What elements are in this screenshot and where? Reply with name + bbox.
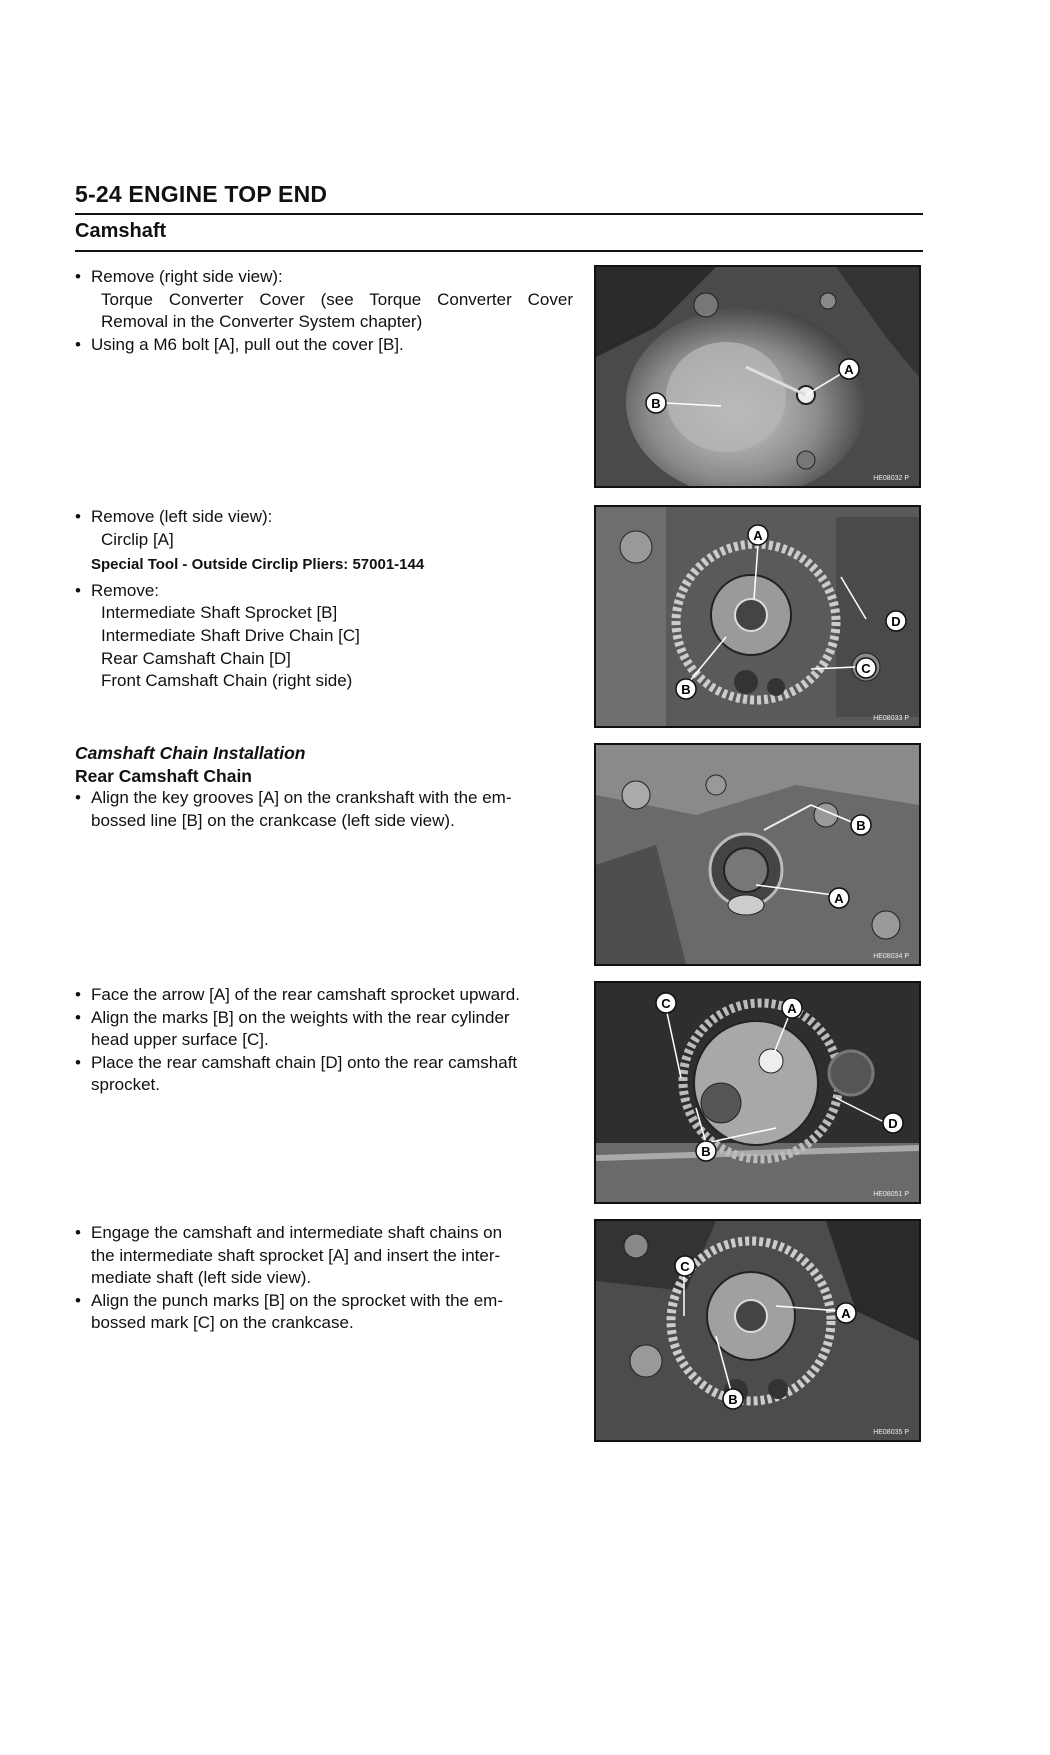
callout-label: D <box>888 1116 898 1131</box>
bullet-item: • Remove (right side view): <box>75 266 573 289</box>
bullet-item: • Place the rear camshaft chain [D] onto the rear camshaft <box>75 1052 573 1075</box>
continuation-line: the intermediate shaft sprocket [A] and insert the inter- <box>91 1245 501 1265</box>
bullet-item: • Align the key grooves [A] on the crankshaft with the em- <box>75 787 573 810</box>
instruction-block-1 <box>75 266 573 356</box>
engine-photo-1 <box>594 265 921 488</box>
callout-label: C <box>861 661 871 676</box>
continuation-line: bossed mark [C] on the crankcase. <box>91 1313 354 1333</box>
callout-label: A <box>753 528 763 543</box>
continuation-line: head upper surface [C]. <box>91 1030 269 1050</box>
callout-label: A <box>841 1306 851 1321</box>
callout-label: B <box>856 818 866 833</box>
callout-label: B <box>651 396 661 411</box>
indented-item: Front Camshaft Chain (right side) <box>101 671 353 691</box>
page-title: 5-24 ENGINE TOP END <box>75 181 328 207</box>
photo-code: HE08051 P <box>873 1191 909 1198</box>
callout-label: A <box>787 1001 797 1016</box>
instruction-block-2 <box>75 506 573 693</box>
instruction-block-5 <box>75 1222 573 1335</box>
bullet-item: • Remove: <box>75 580 573 603</box>
engine-photo-4 <box>594 981 921 1204</box>
instruction-block-4 <box>75 984 573 1097</box>
engine-photo-5 <box>594 1219 921 1442</box>
bullet-item: • Remove (left side view): <box>75 506 573 529</box>
photo-code: HE08034 P <box>873 953 909 960</box>
indented-item: Intermediate Shaft Drive Chain [C] <box>101 625 360 645</box>
photo-code: HE08033 P <box>873 715 909 722</box>
engine-photo-2 <box>594 505 921 728</box>
continuation-line: bossed line [B] on the crankcase (left side view). <box>91 810 455 830</box>
indented-item: Torque Converter Cover (see Torque Converter Cover <box>101 289 573 309</box>
section-rule <box>75 250 923 252</box>
bullet-item: • Face the arrow [A] of the rear camshaft sprocket upward. <box>75 984 573 1007</box>
callout-label: B <box>728 1392 738 1407</box>
indented-item: Intermediate Shaft Sprocket [B] <box>101 603 338 623</box>
callout-label: A <box>844 362 854 377</box>
callout-label: B <box>701 1144 711 1159</box>
subsection-subheading: Rear Camshaft Chain <box>75 765 252 786</box>
subsection-heading: Camshaft Chain Installation <box>75 743 306 763</box>
bullet-item: • Align the punch marks [B] on the sprocket with the em- <box>75 1290 573 1313</box>
callout-label: C <box>661 996 671 1011</box>
indented-item: Rear Camshaft Chain [D] <box>101 648 291 668</box>
bullet-item: • Using a M6 bolt [A], pull out the cover [B]. <box>75 334 573 357</box>
instruction-block-3 <box>75 742 573 832</box>
continuation-line: mediate shaft (left side view). <box>91 1268 312 1288</box>
bullet-item: • Engage the camshaft and intermediate shaft chains on <box>75 1222 573 1245</box>
photo-code: HE08035 P <box>873 1429 909 1436</box>
callout-label: B <box>681 682 691 697</box>
section-title: Camshaft <box>75 220 167 242</box>
callout-label: C <box>680 1259 690 1274</box>
photo-code: HE08032 P <box>873 475 909 482</box>
indented-item: Removal in the Converter System chapter) <box>101 312 423 332</box>
special-tool-note: Special Tool - Outside Circlip Pliers: 57001-144 <box>91 556 425 574</box>
indented-item: Circlip [A] <box>101 529 174 549</box>
callout-label: A <box>834 891 844 906</box>
bullet-item: • Align the marks [B] on the weights with the rear cylinder <box>75 1007 573 1030</box>
continuation-line: sprocket. <box>91 1075 160 1095</box>
engine-photo-3 <box>594 743 921 966</box>
callout-label: D <box>891 614 901 629</box>
header-rule <box>75 213 923 215</box>
